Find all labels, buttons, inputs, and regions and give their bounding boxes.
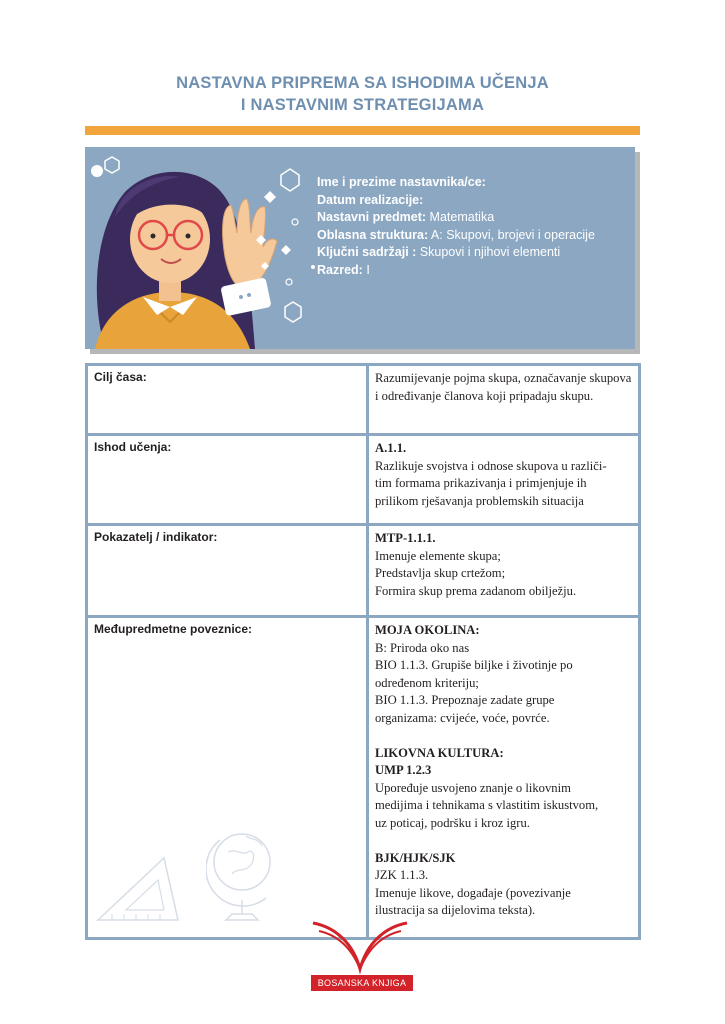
area-row xyxy=(317,227,595,245)
section-title: MOJA OKOLINA: xyxy=(375,623,480,637)
outcome-line: prilikom rješavanja problemskih situacija xyxy=(375,493,584,508)
section-code: UMP 1.2.3 xyxy=(375,763,432,778)
publisher-book-icon xyxy=(305,917,415,977)
date-row xyxy=(317,192,595,210)
area-value: A: Skupovi, brojevi i operacije xyxy=(428,227,595,242)
section-line: B: Priroda oko nas xyxy=(375,640,470,655)
indicator-line: Predstavlja skup crtežom; xyxy=(375,566,506,581)
publisher-name: BOSANSKA KNJIGA xyxy=(311,975,413,991)
section-line: uz poticaj, podršku i kroz igru. xyxy=(375,815,530,830)
indicator-label: Pokazatelj / indikator: xyxy=(87,525,368,617)
section-code: JZK 1.1.3. xyxy=(375,868,429,883)
grade-label: Razred: xyxy=(317,262,363,277)
teacher-illustration xyxy=(85,147,315,349)
section-line: BIO 1.1.3. Prepoznaje zadate grupe xyxy=(375,693,555,708)
goal-label: Cilj časa: xyxy=(87,365,368,435)
lesson-info xyxy=(317,174,595,280)
section-title: BJK/HJK/SJK xyxy=(375,850,456,865)
spacer xyxy=(375,728,632,745)
grade-row xyxy=(317,262,595,280)
title-line-1: NASTAVNA PRIPREMA SA ISHODIMA UČENJA xyxy=(176,74,549,92)
area-label: Oblasna struktura: xyxy=(317,227,429,242)
panel-shadow-bottom xyxy=(90,349,640,354)
links-label: Međupredmetne poveznice: xyxy=(87,617,368,939)
indicator-code: MTP-1.1.1. xyxy=(375,531,436,545)
indicator-line: Imenuje elemente skupa; xyxy=(375,548,501,563)
outcome-cell xyxy=(368,435,640,525)
outcome-row xyxy=(87,435,640,525)
accent-bar xyxy=(85,126,640,135)
triangle-ruler-icon xyxy=(92,848,184,928)
key-content-row xyxy=(317,244,595,262)
key-content-value: Skupovi i njihovi elementi xyxy=(416,245,561,260)
goal-text: Razumijevanje pojma skupa, označavanje skupova i određivanje članova koji pripadaju skupu. xyxy=(368,365,640,435)
date-label: Datum realizacije: xyxy=(317,192,424,207)
outcome-line: Razlikuje svojstva i odnose skupova u različi- xyxy=(375,458,607,473)
grade-value: I xyxy=(362,262,370,277)
indicator-cell xyxy=(368,525,640,617)
outcome-line: tim formama prikazivanja i primjenjuje ih xyxy=(375,476,587,491)
section-line: određenom kriteriju; xyxy=(375,675,479,690)
outcome-code: A.1.1. xyxy=(375,441,407,455)
indicator-line: Formira skup prema zadanom obilježju. xyxy=(375,583,577,598)
goal-row xyxy=(87,365,640,435)
key-content-label: Ključni sadržaji : xyxy=(317,245,417,260)
subject-row xyxy=(317,209,595,227)
page-title xyxy=(0,72,725,116)
panel-shadow-right xyxy=(635,152,640,354)
indicator-row xyxy=(87,525,640,617)
section-title: LIKOVNA KULTURA: xyxy=(375,745,504,760)
teacher-label: Ime i prezime nastavnika/ce: xyxy=(317,175,486,189)
links-cell xyxy=(368,617,640,939)
section-line: ilustracija sa dijelovima teksta). xyxy=(375,903,536,918)
section-line: organizama: cvijeće, voće, povrće. xyxy=(375,710,550,725)
subject-label: Nastavni predmet: xyxy=(317,210,427,225)
spacer xyxy=(375,833,632,850)
subject-value: Matematika xyxy=(426,210,495,225)
info-panel xyxy=(85,147,635,349)
section-line: Imenuje likove, događaje (povezivanje xyxy=(375,885,571,900)
section-line: medijima i tehnikama s vlastitim iskustvom, xyxy=(375,798,599,813)
title-line-2: I NASTAVNIM STRATEGIJAMA xyxy=(240,96,485,114)
section-line: Upoređuje usvojeno znanje o likovnim xyxy=(375,780,571,795)
section-line: BIO 1.1.3. Grupiše biljke i životinje po xyxy=(375,658,573,673)
outcome-label: Ishod učenja: xyxy=(87,435,368,525)
globe-icon xyxy=(206,822,280,926)
teacher-row xyxy=(317,174,595,192)
